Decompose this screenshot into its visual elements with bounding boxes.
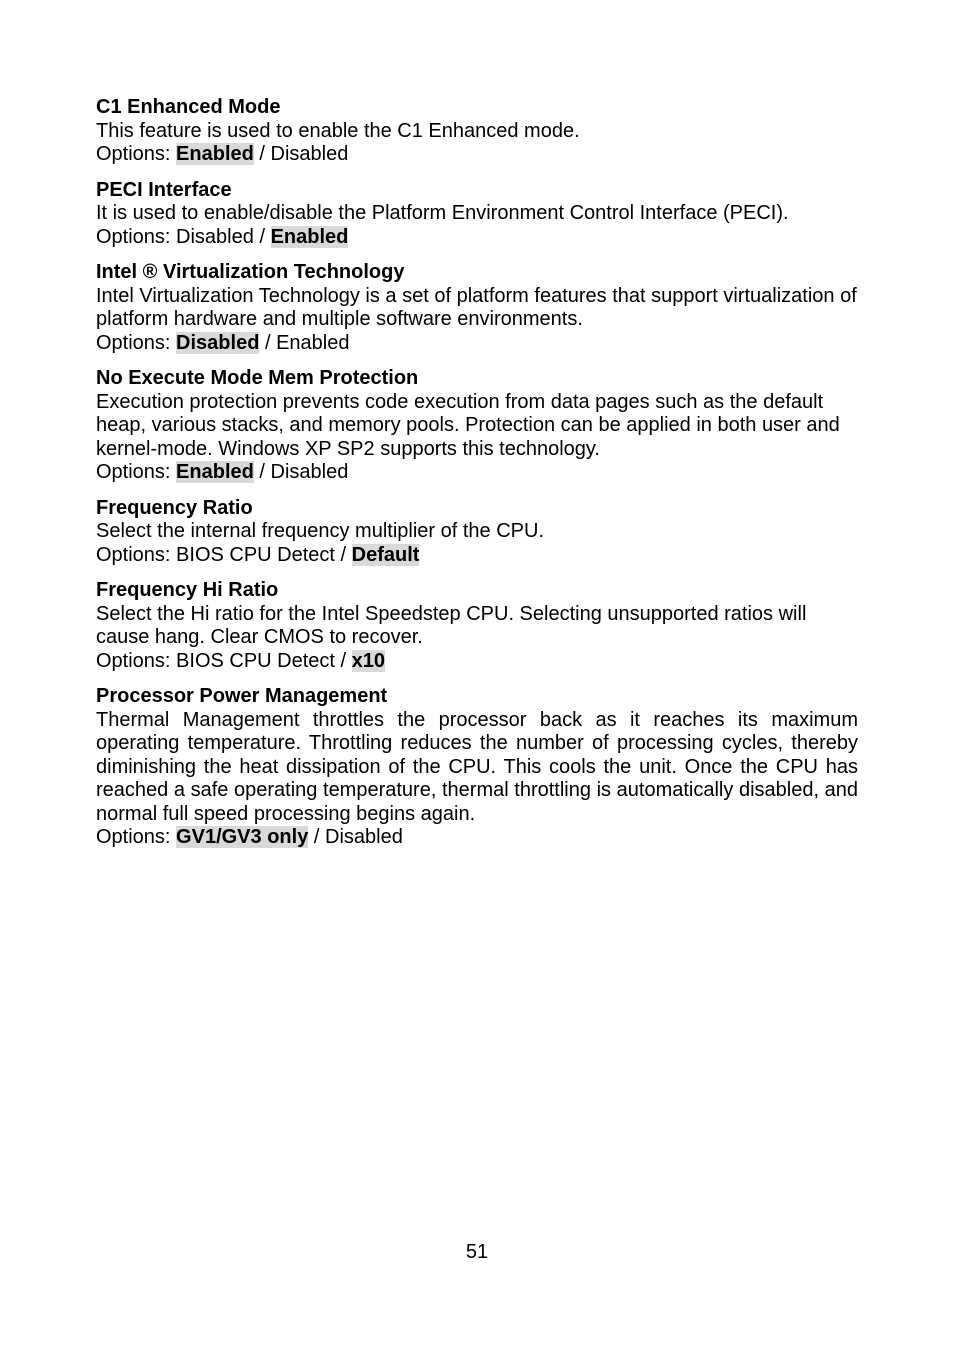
bios-setting-section (96, 367, 858, 485)
setting-options (96, 826, 858, 850)
default-option-value: Enabled (270, 225, 349, 248)
bios-setting-section (96, 96, 858, 167)
setting-heading: Intel ® Virtualization Technology (96, 261, 405, 283)
options-separator: / (259, 461, 265, 483)
setting-heading: C1 Enhanced Mode (96, 96, 281, 118)
setting-heading: Processor Power Management (96, 685, 388, 707)
options-separator: / (340, 543, 347, 566)
default-option-value: Default (351, 543, 420, 566)
default-option-value: Enabled (176, 143, 254, 165)
option-value: Disabled (325, 826, 403, 848)
bios-setting-section (96, 261, 858, 355)
setting-options (96, 461, 858, 485)
default-option-value: GV1/GV3 only (176, 826, 309, 848)
option-value: Disabled (176, 225, 254, 248)
bios-setting-section (96, 579, 858, 673)
setting-heading: PECI Interface (96, 178, 232, 201)
setting-heading: No Execute Mode Mem Protection (96, 367, 419, 389)
option-value: Enabled (276, 331, 350, 354)
manual-page-content (96, 96, 858, 862)
options-separator: / (313, 826, 320, 848)
options-separator: / (259, 143, 265, 165)
bios-setting-section (96, 179, 858, 250)
option-value: Disabled (270, 143, 349, 165)
setting-options (96, 143, 858, 167)
setting-description: Intel Virtualization Technology is a set of platform features that support virtualization of platform hardware and multiple software environments. (96, 284, 857, 330)
options-label: Options: (96, 543, 171, 566)
setting-heading: Frequency Hi Ratio (96, 579, 279, 601)
page-number: 51 (465, 1241, 489, 1263)
setting-description: It is used to enable/disable the Platform Environment Control Interface (PECI). (96, 202, 789, 224)
setting-description: Select the Hi ratio for the Intel Speedstep CPU. Selecting unsupported ratios will cause hang. Clear CMOS to recover. (96, 602, 807, 648)
setting-options (96, 332, 858, 356)
setting-description: Select the internal frequency multiplier of the CPU. (96, 520, 544, 542)
setting-options (96, 544, 858, 568)
options-label: Options: (96, 143, 171, 165)
default-option-value: Enabled (176, 461, 254, 483)
default-option-value: x10 (351, 649, 386, 672)
options-label: Options: (96, 649, 171, 672)
options-separator: / (340, 649, 347, 672)
options-separator: / (264, 331, 271, 354)
option-value: BIOS CPU Detect (176, 649, 335, 672)
option-value: Disabled (270, 461, 349, 483)
setting-description: Execution protection prevents code execution from data pages such as the default heap, various stacks, and memory pools. Protection can be applied in both user and kernel-mode. Windows XP SP2 supports this technology. (96, 390, 840, 460)
setting-description: This feature is used to enable the C1 Enhanced mode. (96, 119, 580, 142)
option-value: BIOS CPU Detect (176, 543, 335, 566)
setting-options (96, 226, 858, 250)
options-label: Options: (96, 225, 171, 248)
setting-options (96, 650, 858, 674)
options-label: Options: (96, 331, 171, 354)
setting-description: Thermal Management throttles the processor back as it reaches its maximum operating temperature. Throttling reduces the number of processing cycles, thereby diminishing the heat dissipation of the CPU. This cools the unit. Once the CPU has reached a safe operating temperature, thermal throttling is automatically disabled, and normal full speed processing begins again. (96, 708, 858, 825)
options-label: Options: (96, 826, 171, 848)
default-option-value: Disabled (176, 331, 260, 354)
options-separator: / (259, 225, 265, 248)
bios-setting-section (96, 497, 858, 568)
setting-heading: Frequency Ratio (96, 496, 253, 519)
bios-setting-section (96, 685, 858, 850)
options-label: Options: (96, 461, 171, 483)
